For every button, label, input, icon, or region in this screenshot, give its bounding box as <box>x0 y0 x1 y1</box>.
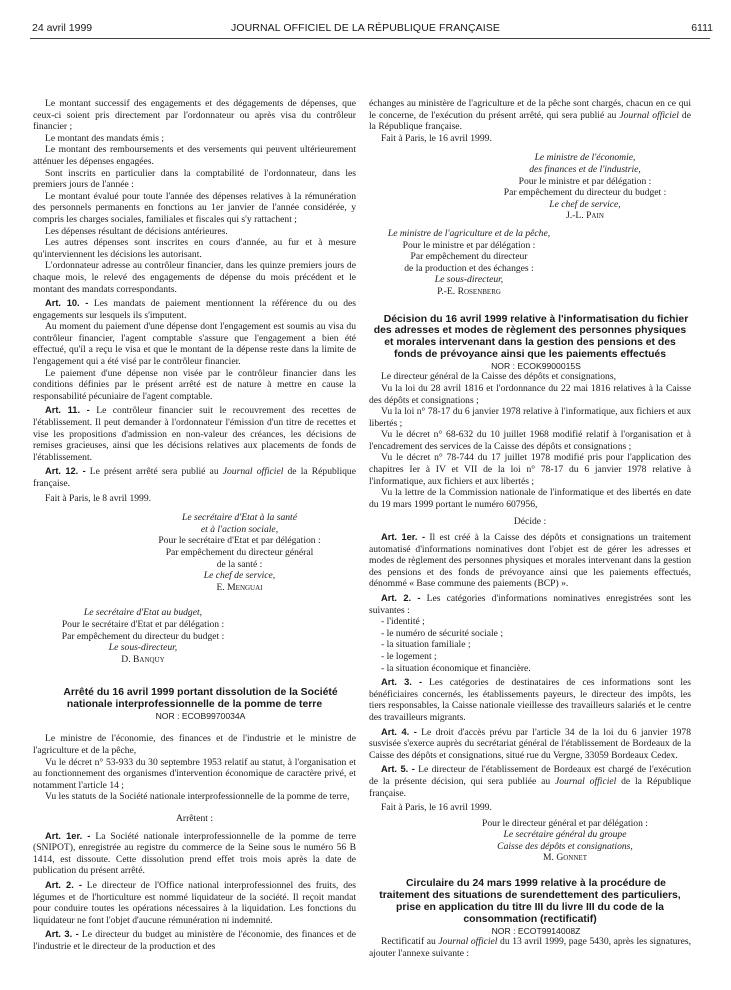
paragraph: Vu la loi n° 78-17 du 6 janvier 1978 relative à l'informatique, aux fichiers et aux libertés ; <box>369 406 691 429</box>
text: Rectificatif au <box>381 935 439 947</box>
done-at: Fait à Paris, le 16 avril 1999. <box>381 132 492 144</box>
list-item: - le numéro de sécurité sociale ; <box>381 627 504 639</box>
list-item: - la situation économique et financière. <box>381 662 531 674</box>
paragraph: Vu la loi du 28 avril 1816 et l'ordonnance du 22 mai 1816 relatives à la Caisse des dépôts et consignations ; <box>369 382 691 406</box>
text: du 13 avril 1999, page 5430, après les signatures, ajouter l'annexe suivante : <box>369 935 691 959</box>
article-3 <box>33 929 356 952</box>
left-column <box>33 98 356 953</box>
header-rule <box>30 38 710 39</box>
signature-line: Pour le ministre et par délégation : <box>402 239 536 251</box>
article-2 <box>369 593 691 616</box>
signature-block-sante <box>123 512 356 593</box>
article-text: Le directeur de l'établissement de Bordeaux est chargé de l'exécution de la présente décision, qui sera publiée au <box>369 764 691 787</box>
header-page-number: 6111 <box>691 22 713 34</box>
paragraph: Au moment du paiement d'une dépense dont l'engagement est soumis au visa du contrôleur financier, l'agent comptable s'assure que l'engagement a bien été effectué, qu'il a reçu le visa et que le montant de la dépense reste dans la limite de l'engagement qui a été visé par le contrôleur financier. <box>33 321 356 368</box>
signature-line: Le sous-directeur, <box>434 274 504 286</box>
article-text: Les mandats de paiement mentionnent la référence du ou des engagements sur lesquels ils s'imputent. <box>33 298 356 321</box>
article-10 <box>33 298 356 321</box>
article-text: de la République française. <box>33 466 356 489</box>
list-item: - le logement ; <box>381 650 437 662</box>
decision-heading <box>369 314 691 372</box>
section-title: Décision du 16 avril 1999 relative à l'informatisation du fichier des adresses et modes de règlement des personnes physiques et morales intervenant dans la gestion des pensions et des fonds de prévoyance ainsi que les paiements effectués <box>373 313 689 361</box>
article-text: Il est créé à la Caisse des dépôts et consignations un traitement automatisé d'informations nominatives dont l'objet est de gérer les adresses et modes de règlement des personnes physiques et morales intervenant dans la gestion des pensions et des fonds de prévoyance ainsi que les paiements effectués, dénommé « Base commune des paiements (BCP) ». <box>369 532 691 590</box>
done-at: Fait à Paris, le 8 avril 1999. <box>45 492 152 504</box>
paragraph <box>369 936 691 959</box>
header-date: 24 avril 1999 <box>32 22 93 34</box>
article-label: Art. 3. - <box>45 929 79 940</box>
article-text: Le contrôleur financier suit le recouvrement des recettes de l'établissement. Il peut demander à l'ordonnateur l'émission d'un titre de recettes et vise les propositions d'admission en non-valeur des créances, les décisions de remises gracieuses, ainsi que les décisions relatives aux placements de fonds de l'établissement. <box>33 405 356 463</box>
paragraph: Vu le décret n° 68-632 du 10 juillet 1968 modifié relatif à l'organisation et à l'encadrement des services de la Caisse des dépôts et consignations ; <box>369 429 691 452</box>
paragraph: Vu la lettre de la Commission nationale de l'informatique et des libertés en date du 19 mars 1999 portant le numéro 607956, <box>369 487 691 510</box>
signature-line: de la santé : <box>216 558 263 570</box>
article-text: Le directeur de l'Office national interprofessionnel des fruits, des légumes et de l'horticulture est nommé liquidateur de la société. Il reçoit mandat pour conduire toutes les opérations nécessaires à la liquidation. Les fonctions du liquidateur ne font l'objet d'aucune rémunération ni indemnité. <box>33 879 356 926</box>
article-label: Art. 12. - <box>45 466 86 477</box>
signature-line: Pour le ministre et par délégation : <box>518 175 652 187</box>
paragraph: Le montant successif des engagements et des dégagements de dépenses, que ceux-ci soient pris directement par l'ordonnateur ou après visa du contrôleur financier ; <box>33 98 356 133</box>
article-1 <box>369 532 691 590</box>
text: échanges au ministère de l'agriculture et de la pêche sont chargés, chacun en ce qui le concerne, de l'exécution du présent arrêté, qui sera publié au <box>369 98 691 121</box>
signature-line: Par empêchement du directeur du budget : <box>61 630 225 642</box>
article-label: Art. 1er. - <box>45 830 91 841</box>
signature-line: Par empêchement du directeur <box>410 251 528 263</box>
signatory-name: M. Gonnet <box>543 852 587 864</box>
signatory-role: Le ministre de l'économie, <box>534 152 636 164</box>
article-1 <box>33 831 356 877</box>
paragraph <box>369 98 691 133</box>
article-label: Art. 5. - <box>381 764 415 775</box>
signature-line: Le sous-directeur, <box>108 642 178 654</box>
right-column <box>369 98 691 959</box>
signature-line: Pour le secrétaire d'Etat et par délégation : <box>61 618 225 630</box>
signature-line: Par empêchement du directeur du budget : <box>503 187 667 199</box>
article-text: Les catégories de destinataires de ces informations sont les bénéficiaires concernés, les établissements payeurs, le directeur des impôts, les tiers responsables, la Caisse nationale vieillesse des travailleurs salariés et le centre des travailleurs migrants. <box>369 677 692 723</box>
signature-line: Le chef de service, <box>203 570 276 582</box>
signature-line: Par empêchement du directeur général <box>165 546 314 558</box>
list-item: - l'identité ; <box>381 616 425 628</box>
journal-ref: Journal officiel <box>222 466 284 478</box>
signatory-role: Le ministre de l'agriculture et de la pêche, <box>387 227 551 239</box>
article-5 <box>369 764 691 799</box>
signature-line: Caisse des dépôts et consignations, <box>497 840 633 852</box>
article-text: Les catégories d'informations nominatives enregistrées sont les suivantes : <box>369 593 691 616</box>
article-3 <box>369 677 691 723</box>
article-11 <box>33 405 356 463</box>
paragraph: Le paiement d'une dépense non visée par le contrôleur financier dans les conditions définies par le présent arrêté est de nature à mettre en cause la responsabilité pécuniaire de l'agent comptable. <box>33 367 356 402</box>
signature-block-economie <box>479 152 691 222</box>
signature-line: Pour le directeur général et par délégation : <box>482 817 648 829</box>
signature-block-budget <box>33 607 253 665</box>
signatory-name: D. Banquy <box>121 653 165 665</box>
signatory-name: E. Menguai <box>216 581 263 593</box>
header-journal-title: JOURNAL OFFICIEL DE LA RÉPUBLIQUE FRANÇAISE <box>231 22 500 34</box>
paragraph: Vu le décret n° 53-933 du 30 septembre 1953 relatif au statut, à l'organisation et au fonctionnement des organismes d'intervention économique de caractère privé, et notamment l'article 14 ; <box>33 756 356 791</box>
paragraph: Les dépenses résultant de décisions antérieures. <box>45 225 228 237</box>
article-12 <box>33 466 356 489</box>
signatory-name: J.-L. Pain <box>566 210 604 222</box>
article-label: Art. 10. - <box>45 298 89 309</box>
signatory-role: des finances et de l'industrie, <box>529 163 641 175</box>
article-label: Art. 4. - <box>381 726 417 737</box>
paragraph: Le montant évalué pour toute l'année des dépenses relatives à la rémunération des personnels permanents en fonctions au 1er janvier de l'année considérée, y compris les charges sociales, familiales et fiscales qui s'y rattachent ; <box>33 190 356 225</box>
done-at: Fait à Paris, le 16 avril 1999. <box>381 802 492 814</box>
text: de la République française. <box>369 109 691 133</box>
signatory-role: Le secrétaire d'Etat au budget, <box>83 607 203 619</box>
paragraph: Vu le décret n° 78-744 du 17 juillet 1978 modifié pris pour l'application des chapitres Ier à IV et VII de la loi n° 78-17 du 6 janvier 1978 relative à l'informatique, aux fichiers et aux libertés ; <box>369 452 691 487</box>
signature-line: de la production et des échanges : <box>404 262 534 274</box>
article-text: La Société nationale interprofessionnelle de la pomme de terre (SNIPOT), enregistrée au registre du commerce de la Seine sous le numéro 56 B 1414, est dissoute. Cette dissolution prend effet trois mois après la date de publication du présent arrêté. <box>33 830 356 877</box>
signature-line: Le secrétaire général du groupe <box>503 829 627 841</box>
journal-ref: Journal officiel <box>554 775 617 787</box>
paragraph: Le montant des mandats émis ; <box>45 132 165 144</box>
signatory-role: et à l'action sociale, <box>200 523 279 535</box>
article-label: Art. 3. - <box>381 677 423 688</box>
signature-line: Pour le secrétaire d'Etat et par délégation : <box>158 535 321 547</box>
article-text: Le présent arrêté sera publié au <box>85 466 223 478</box>
article-label: Art. 1er. - <box>381 532 426 543</box>
article-text: Le droit d'accès prévu par l'article 34 de la loi du 6 janvier 1978 susvisée s'exerce auprès du secrétariat général de l'établissement de Bordeaux de la Caisse des dépôts et consignations, situé rue du Vergne, 33059 Bordeaux Cedex. <box>369 726 691 761</box>
paragraph: Le directeur général de la Caisse des dépôts et consignations, <box>381 371 616 383</box>
journal-ref: Journal officiel <box>438 935 498 947</box>
section-title: Arrêté du 16 avril 1999 portant dissolution de la Société nationale interprofessionnelle de la pomme de terre <box>63 687 338 711</box>
journal-ref: Journal officiel <box>619 109 679 121</box>
signature-block-cdc <box>439 818 691 864</box>
circulaire-heading <box>369 878 691 936</box>
article-label: Art. 2. - <box>381 593 421 604</box>
article-label: Art. 2. - <box>45 879 82 890</box>
section-title: Circulaire du 24 mars 1999 relative à la procédure de traitement des situations de surendettement des particuliers, prise en application du titre III du livre III du code de la consommation (rectificatif) <box>379 878 681 925</box>
signatory-role: Le secrétaire d'Etat à la santé <box>182 512 297 524</box>
paragraph: L'ordonnateur adresse au contrôleur financier, dans les quinze premiers jours de chaque mois, le relevé des engagements de dépense du mois précédent et le montant des mandats correspondants. <box>33 260 356 295</box>
article-2 <box>33 880 356 926</box>
information-list <box>369 616 691 674</box>
list-item: - la situation familiale ; <box>381 639 471 651</box>
decide: Décide : <box>513 516 547 528</box>
arrete-heading <box>33 687 356 721</box>
paragraph: Le montant des remboursements et des versements qui peuvent ultérieurement atténuer les dépenses engagées. <box>33 144 356 167</box>
article-4 <box>369 727 691 762</box>
article-text: de la République française. <box>369 775 692 799</box>
signature-line: Le chef de service, <box>549 198 621 210</box>
nor-reference: NOR : ECOK9900015S <box>491 360 581 371</box>
paragraph: Le ministre de l'économie, des finances et de l'industrie et le ministre de l'agriculture et de la pêche, <box>33 733 356 757</box>
nor-reference: NOR : ECOB9970034A <box>155 711 246 722</box>
paragraph: Les autres dépenses sont inscrites en cours d'année, au fur et à mesure qu'interviennent les décisions les autorisant. <box>33 237 356 260</box>
signatory-name: P.-E. Rosenberg <box>437 285 501 297</box>
article-text: Le directeur du budget au ministère de l'économie, des finances et de l'industrie et le directeur de la production et des <box>33 929 356 952</box>
paragraph: Sont inscrits en particulier dans la comptabilité de l'ordonnateur, dans les premiers jours de l'année : <box>33 167 356 191</box>
paragraph: Vu les statuts de la Société nationale interprofessionnelle de la pomme de terre, <box>45 791 350 803</box>
arretent: Arrêtent : <box>175 812 214 824</box>
signature-block-agriculture <box>369 228 569 298</box>
nor-reference: NOR : ECOT9914008Z <box>491 925 581 936</box>
article-label: Art. 11. - <box>45 405 90 416</box>
